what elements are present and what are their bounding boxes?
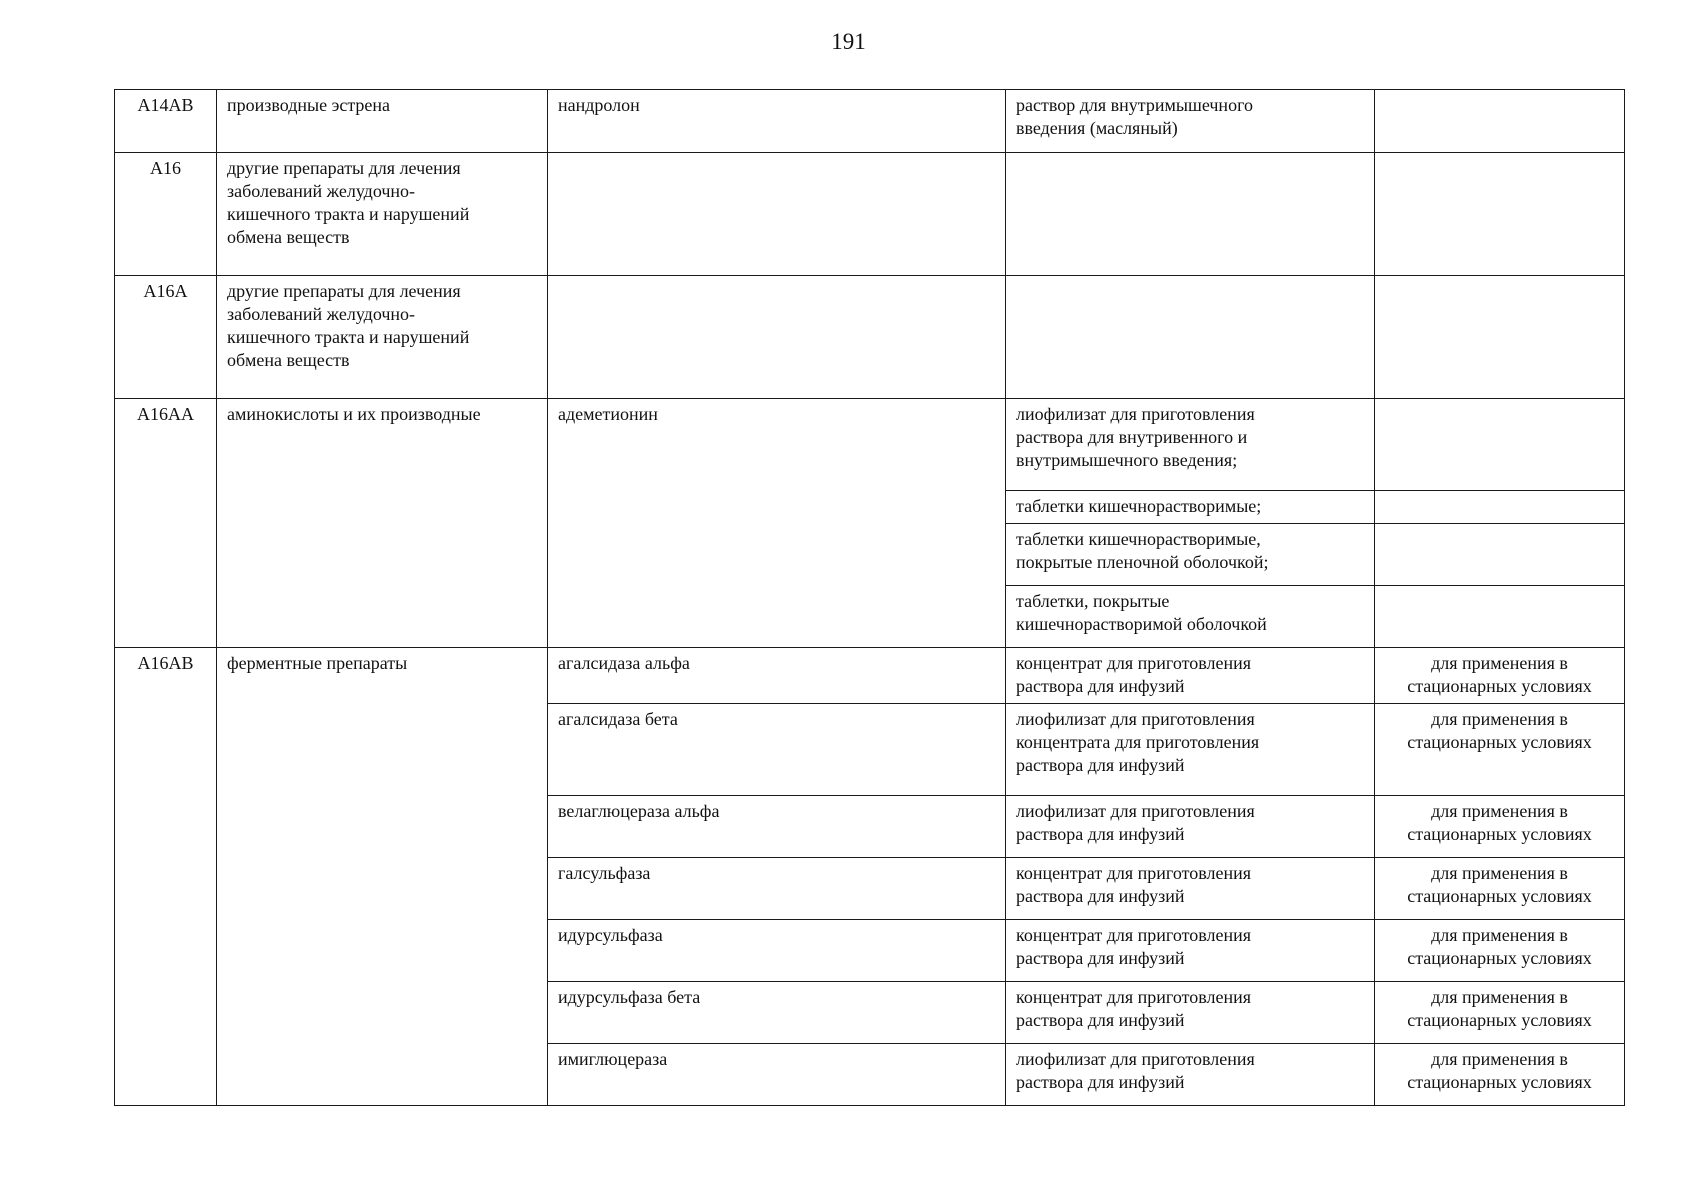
table-row (115, 399, 1625, 491)
usage-condition (1375, 90, 1625, 153)
drug-name: велаглюцераза альфа (548, 796, 1006, 858)
usage-condition (1375, 153, 1625, 276)
drug-name (548, 276, 1006, 399)
drug-name: идурсульфаза (548, 920, 1006, 982)
usage-condition (1375, 920, 1625, 982)
drug-table (114, 89, 1625, 1106)
atc-code: A16AA (115, 399, 217, 648)
dosage-form: таблетки кишечнорастворимые, покрытые пленочной оболочкой; (1006, 524, 1375, 586)
atc-code: A14AB (115, 90, 217, 153)
usage-condition (1375, 982, 1625, 1044)
atc-group-name: аминокислоты и их производные (217, 399, 548, 648)
usage-condition (1375, 524, 1625, 586)
usage-condition-text: для применения в стационарных условиях (1407, 653, 1592, 696)
dosage-form: лиофилизат для приготовления раствора для инфузий (1006, 796, 1375, 858)
dosage-form: концентрат для приготовления раствора для инфузий (1006, 648, 1375, 704)
usage-condition-text: для применения в стационарных условиях (1407, 863, 1592, 906)
usage-condition (1375, 704, 1625, 796)
dosage-form: лиофилизат для приготовления раствора для инфузий (1006, 1044, 1375, 1106)
page-number: 191 (831, 29, 866, 54)
usage-condition (1375, 858, 1625, 920)
table-row (115, 276, 1625, 399)
usage-condition-text: для применения в стационарных условиях (1407, 1049, 1592, 1092)
usage-condition (1375, 399, 1625, 491)
drug-name (548, 153, 1006, 276)
drug-name: агалсидаза альфа (548, 648, 1006, 704)
usage-condition-text: для применения в стационарных условиях (1407, 709, 1592, 752)
dosage-form (1006, 276, 1375, 399)
usage-condition-text: для применения в стационарных условиях (1407, 925, 1592, 968)
drug-name: агалсидаза бета (548, 704, 1006, 796)
atc-group-name: ферментные препараты (217, 648, 548, 1106)
dosage-form: концентрат для приготовления раствора для инфузий (1006, 920, 1375, 982)
table-row (115, 648, 1625, 704)
dosage-form: концентрат для приготовления раствора для инфузий (1006, 858, 1375, 920)
usage-condition (1375, 648, 1625, 704)
atc-group-name: другие препараты для лечения заболеваний желудочно- кишечного тракта и нарушений обмена веществ (217, 153, 548, 276)
usage-condition-text: для применения в стационарных условиях (1407, 987, 1592, 1030)
atc-code: A16 (115, 153, 217, 276)
atc-group-name: другие препараты для лечения заболеваний желудочно- кишечного тракта и нарушений обмена веществ (217, 276, 548, 399)
dosage-form: лиофилизат для приготовления раствора для внутривенного и внутримышечного введения; (1006, 399, 1375, 491)
usage-condition (1375, 586, 1625, 648)
atc-code: A16AB (115, 648, 217, 1106)
dosage-form: таблетки кишечнорастворимые; (1006, 491, 1375, 524)
usage-condition (1375, 1044, 1625, 1106)
dosage-form: раствор для внутримышечного введения (масляный) (1006, 90, 1375, 153)
usage-condition (1375, 491, 1625, 524)
drug-name: имиглюцераза (548, 1044, 1006, 1106)
dosage-form: таблетки, покрытые кишечнорастворимой оболочкой (1006, 586, 1375, 648)
drug-name: идурсульфаза бета (548, 982, 1006, 1044)
table-row (115, 153, 1625, 276)
drug-name: нандролон (548, 90, 1006, 153)
dosage-form: концентрат для приготовления раствора для инфузий (1006, 982, 1375, 1044)
atc-code: A16A (115, 276, 217, 399)
table-row (115, 90, 1625, 153)
drug-name: галсульфаза (548, 858, 1006, 920)
usage-condition (1375, 276, 1625, 399)
usage-condition-text: для применения в стационарных условиях (1407, 801, 1592, 844)
dosage-form: лиофилизат для приготовления концентрата для приготовления раствора для инфузий (1006, 704, 1375, 796)
dosage-form (1006, 153, 1375, 276)
drug-name: адеметионин (548, 399, 1006, 648)
atc-group-name: производные эстрена (217, 90, 548, 153)
usage-condition (1375, 796, 1625, 858)
